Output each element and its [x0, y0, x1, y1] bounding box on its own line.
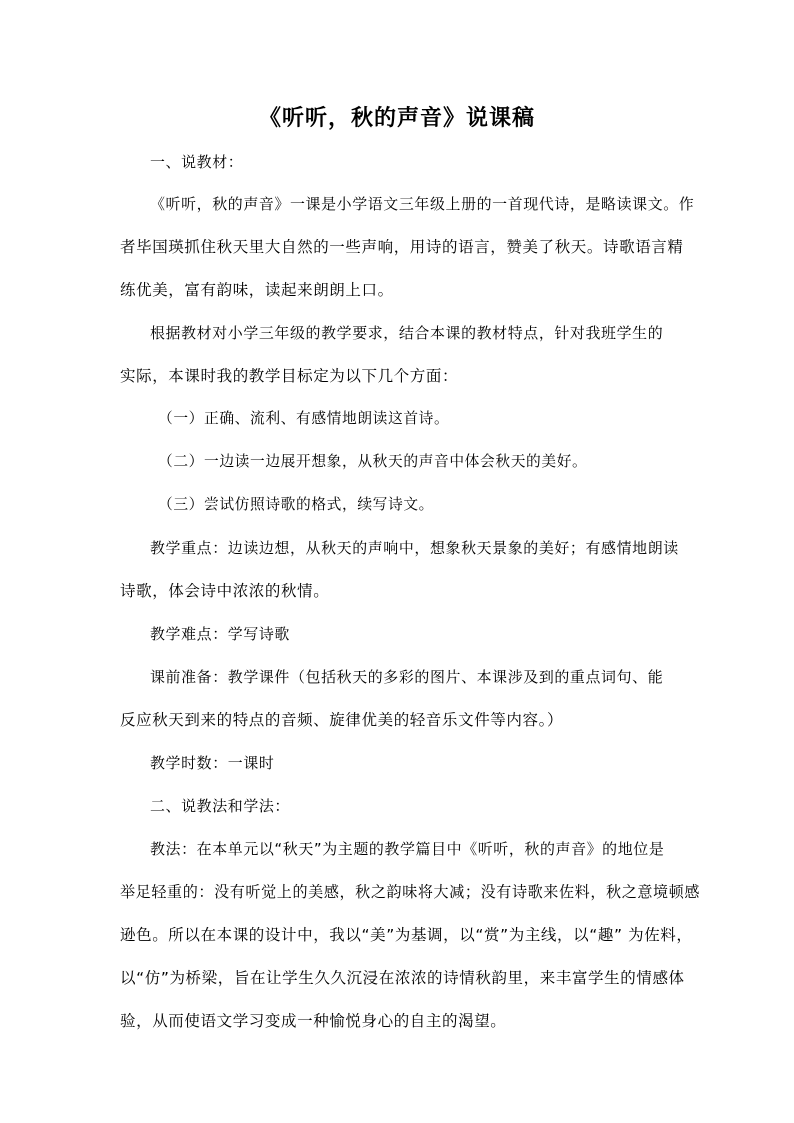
paragraph-line: 教法：在本单元以“秋天”为主题的教学篇目中《听听，秋的声音》的地位是	[150, 840, 665, 858]
paragraph-line: 验，从而使语文学习变成一种愉悦身心的自主的渴望。	[120, 1012, 507, 1030]
paragraph-line: 教学时数：一课时	[150, 754, 275, 772]
paragraph-line: 根据教材对小学三年级的教学要求，结合本课的教材特点，针对我班学生的	[150, 324, 664, 342]
paragraph-line: 课前准备：教学课件（包括秋天的多彩的图片、本课涉及到的重点词句、能	[150, 668, 664, 686]
paragraph-line: 以“仿”为桥梁，旨在让学生久久沉浸在浓浓的诗情秋韵里，来丰富学生的情感体	[120, 969, 685, 987]
paragraph-line: 《听听，秋的声音》一课是小学语文三年级上册的一首现代诗，是略读课文。作	[150, 195, 695, 213]
paragraph-line: 反应秋天到来的特点的音频、旋律优美的轻音乐文件等内容。）	[120, 711, 564, 729]
goal-item: （一）正确、流利、有感情地朗读这首诗。	[158, 410, 450, 427]
document-title: 《听听，秋的声音》说课稿	[258, 106, 535, 131]
paragraph-line: 练优美，富有韵味，读起来朗朗上口。	[120, 281, 394, 299]
goal-item: （三）尝试仿照诗歌的格式，续写诗文。	[158, 496, 435, 513]
paragraph-line: 教学重点：边读边想，从秋天的声响中，想象秋天景象的美好；有感情地朗读	[150, 539, 679, 557]
paragraph-line: 实际，本课时我的教学目标定为以下几个方面：	[120, 367, 459, 385]
paragraph-line: 者毕国瑛抓住秋天里大自然的一些声响，用诗的语言，赞美了秋天。诗歌语言精	[120, 238, 684, 256]
section-heading-methods: 二、说教法和学法：	[150, 797, 290, 815]
paragraph-line: 逊色。所以在本课的设计中，我以“美”为基调，以“赏”为主线，以“趣” 为佐料，	[120, 926, 693, 944]
goal-item: （二）一边读一边展开想象，从秋天的声音中体会秋天的美好。	[158, 453, 588, 470]
section-heading-materials: 一、说教材：	[150, 153, 244, 171]
paragraph-line: 举足轻重的：没有听觉上的美感，秋之韵味将大减；没有诗歌来佐料，秋之意境顿感	[120, 883, 701, 901]
paragraph-line: 教学难点：学写诗歌	[150, 625, 290, 643]
paragraph-line: 诗歌，体会诗中浓浓的秋情。	[120, 582, 330, 600]
